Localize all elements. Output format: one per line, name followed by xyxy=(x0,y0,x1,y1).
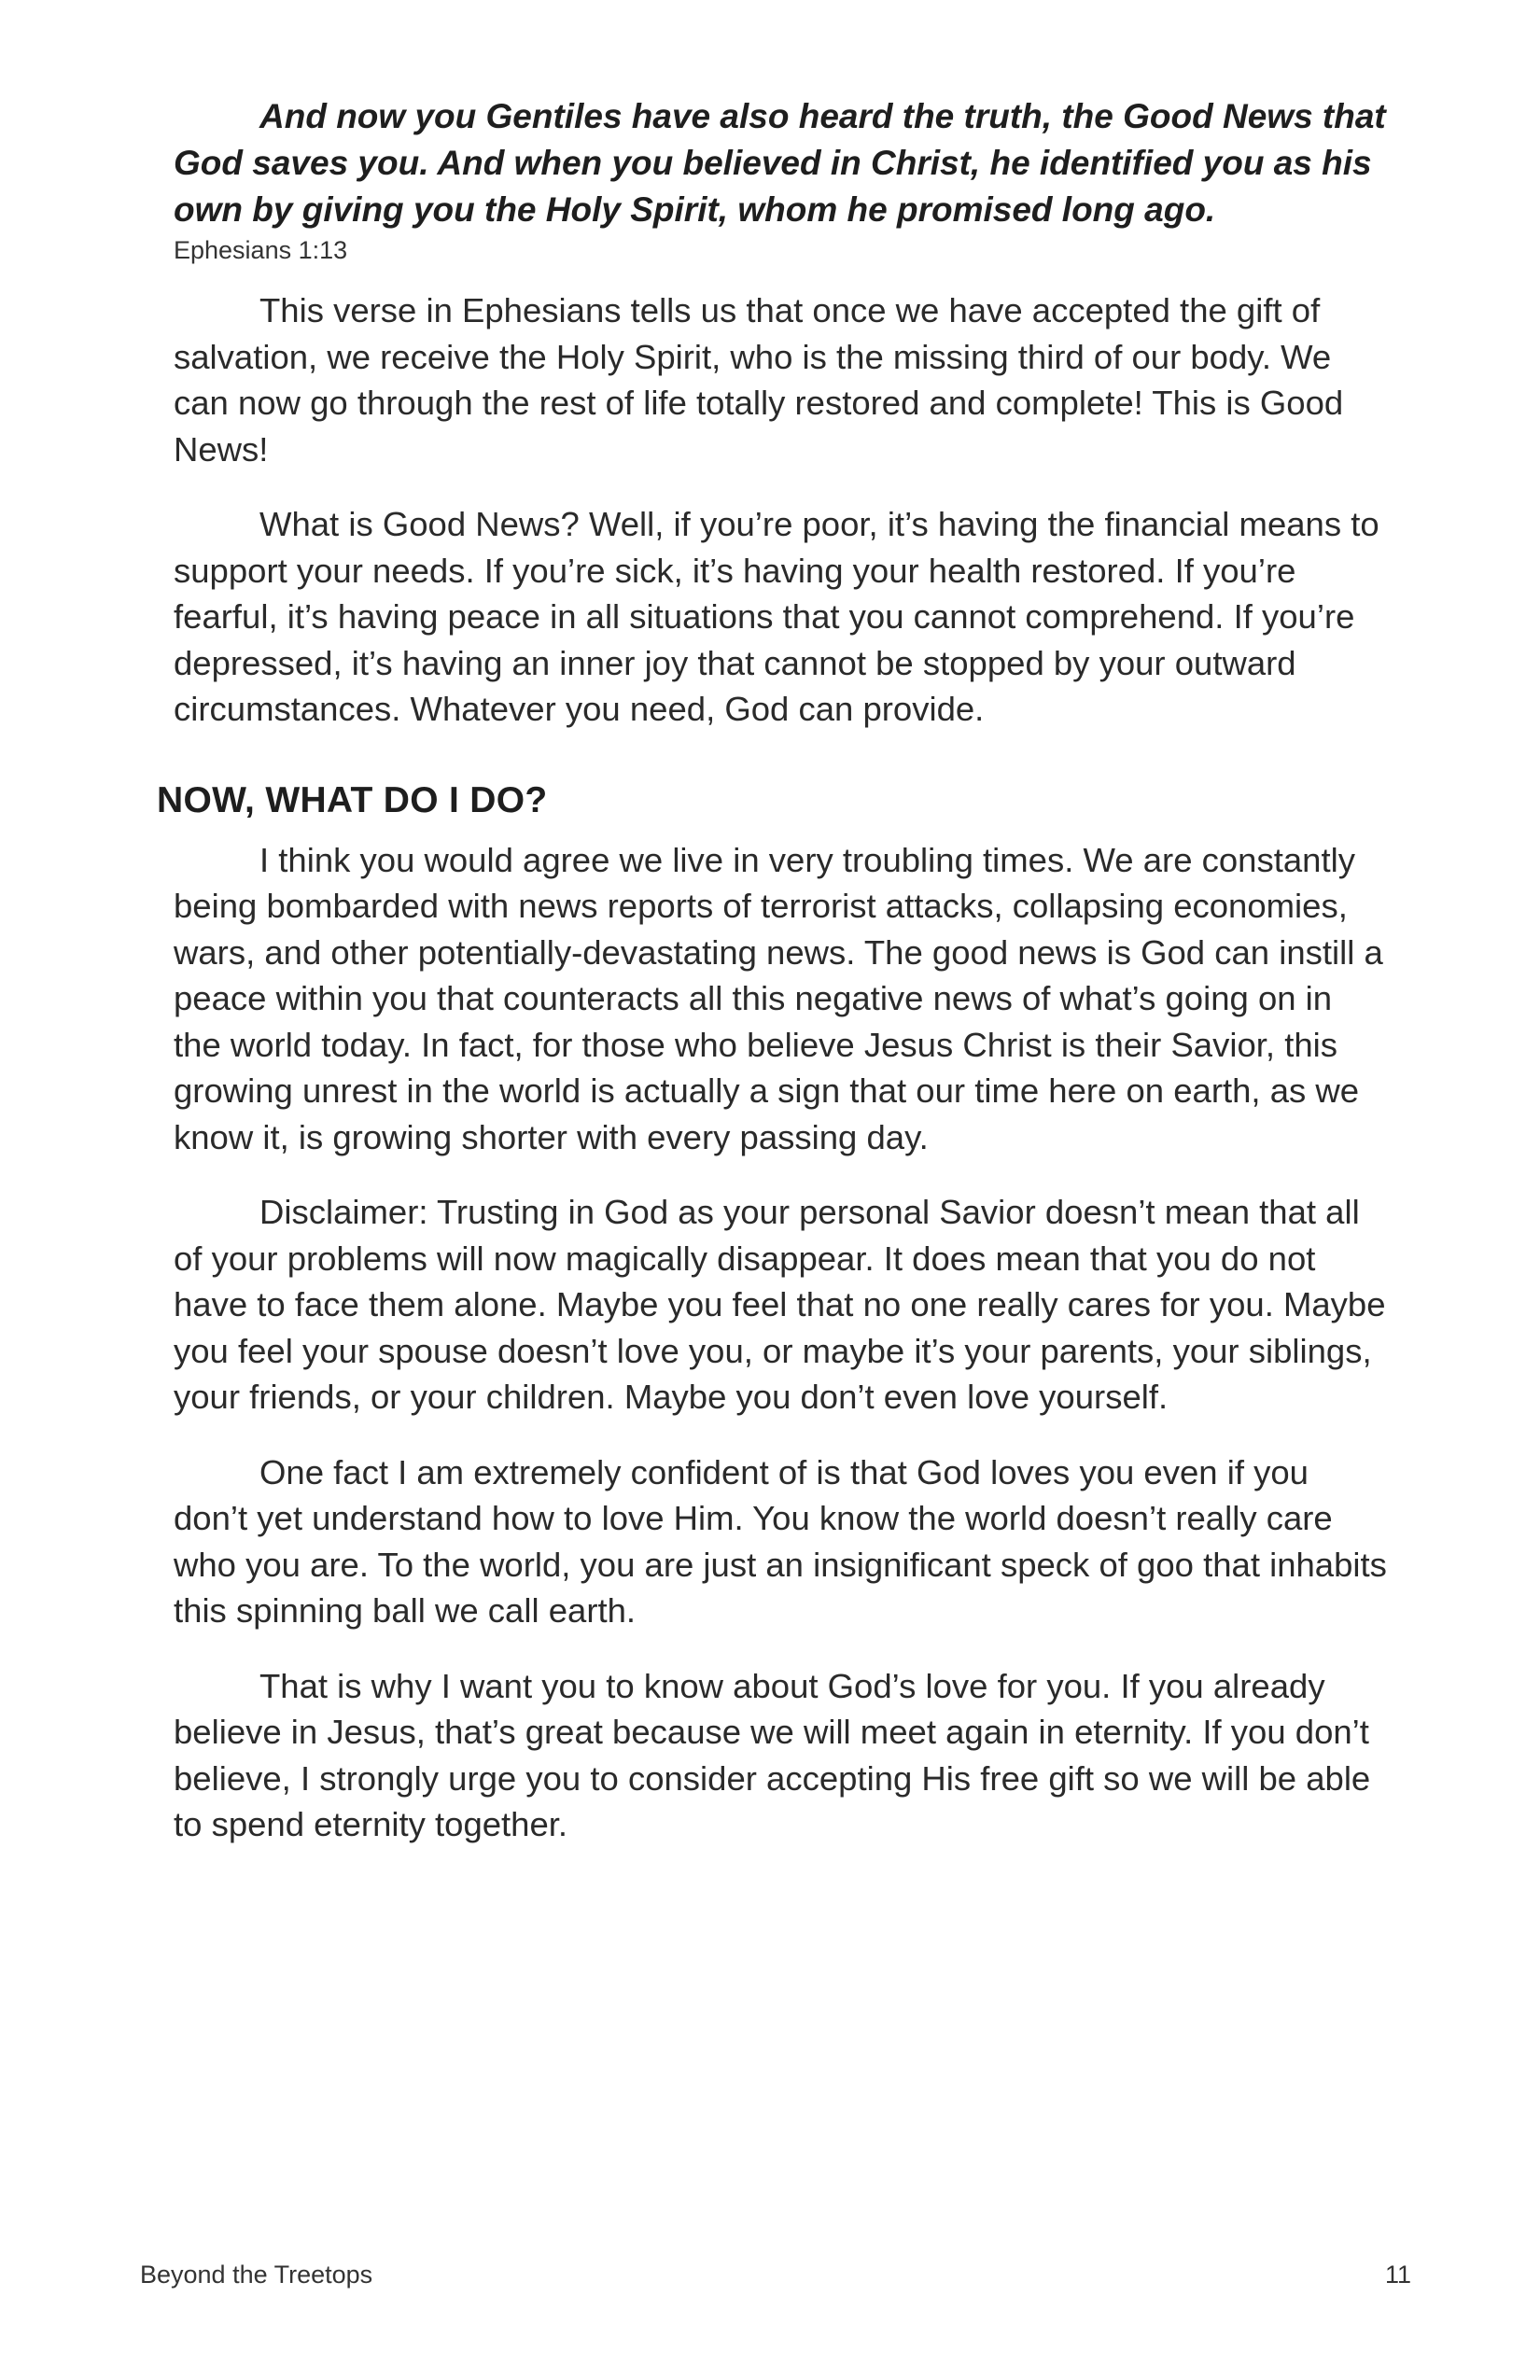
paragraph-section-4: That is why I want you to know about God’s love for you. If you already believe in Jesus, that’s great because we will meet again in eternity. If you don’t believe, I strongly urge you to consider accepting His free gift so we will be able to spend eternity together. xyxy=(174,1666,1371,1843)
paragraph-section-2: Disclaimer: Trusting in God as your personal Savior doesn’t mean that all of your problems will now magically disappear. It does mean that you do not have to face them alone. Maybe you feel that no one really cares for you. Maybe you feel your spouse doesn’t love you, or maybe it’s your parents, your siblings, your friends, or your children. Maybe you don’t even love yourself. xyxy=(174,1193,1386,1416)
section-heading: NOW, WHAT DO I DO? xyxy=(157,779,548,820)
paragraph-section-3: One fact I am extremely confident of is that God loves you even if you don’t yet understand how to love Him. You know the world doesn’t really care who you are. To the world, you are just an insignificant speck of goo that inhabits this spinning ball we call earth. xyxy=(174,1452,1387,1630)
paragraph-intro-2: What is Good News? Well, if you’re poor, it’s having the financial means to support your needs. If you’re sick, it’s having your health restored. If you’re fearful, it’s having peace in all situations that you cannot comprehend. If you’re depressed, it’s having an inner joy that cannot be stopped by your outward circumstances. Whatever you need, God can provide. xyxy=(174,505,1379,728)
page-content xyxy=(157,93,1387,1877)
scripture-reference: Ephesians 1:13 xyxy=(174,236,348,264)
footer-page-number: 11 xyxy=(1385,2261,1412,2289)
scripture-quote: And now you Gentiles have also heard the truth, the Good News that God saves you. And when you believed in Christ, he identified you as his own by giving you the Holy Spirit, whom he promised long ago. xyxy=(174,97,1386,229)
footer-book-title: Beyond the Treetops xyxy=(140,2261,373,2289)
paragraph-intro-1: This verse in Ephesians tells us that once we have accepted the gift of salvation, we receive the Holy Spirit, who is the missing third of our body. We can now go through the rest of life totally restored and complete! This is Good News! xyxy=(174,291,1344,469)
paragraph-section-1: I think you would agree we live in very troubling times. We are constantly being bombarded with news reports of terrorist attacks, collapsing economies, wars, and other potentially-devastating news. The good news is God can instill a peace within you that counteracts all this negative news of what’s going on in the world today. In fact, for those who believe Jesus Christ is their Savior, this growing unrest in the world is actually a sign that our time here on earth, as we know it, is growing shorter with every passing day. xyxy=(174,840,1383,1156)
